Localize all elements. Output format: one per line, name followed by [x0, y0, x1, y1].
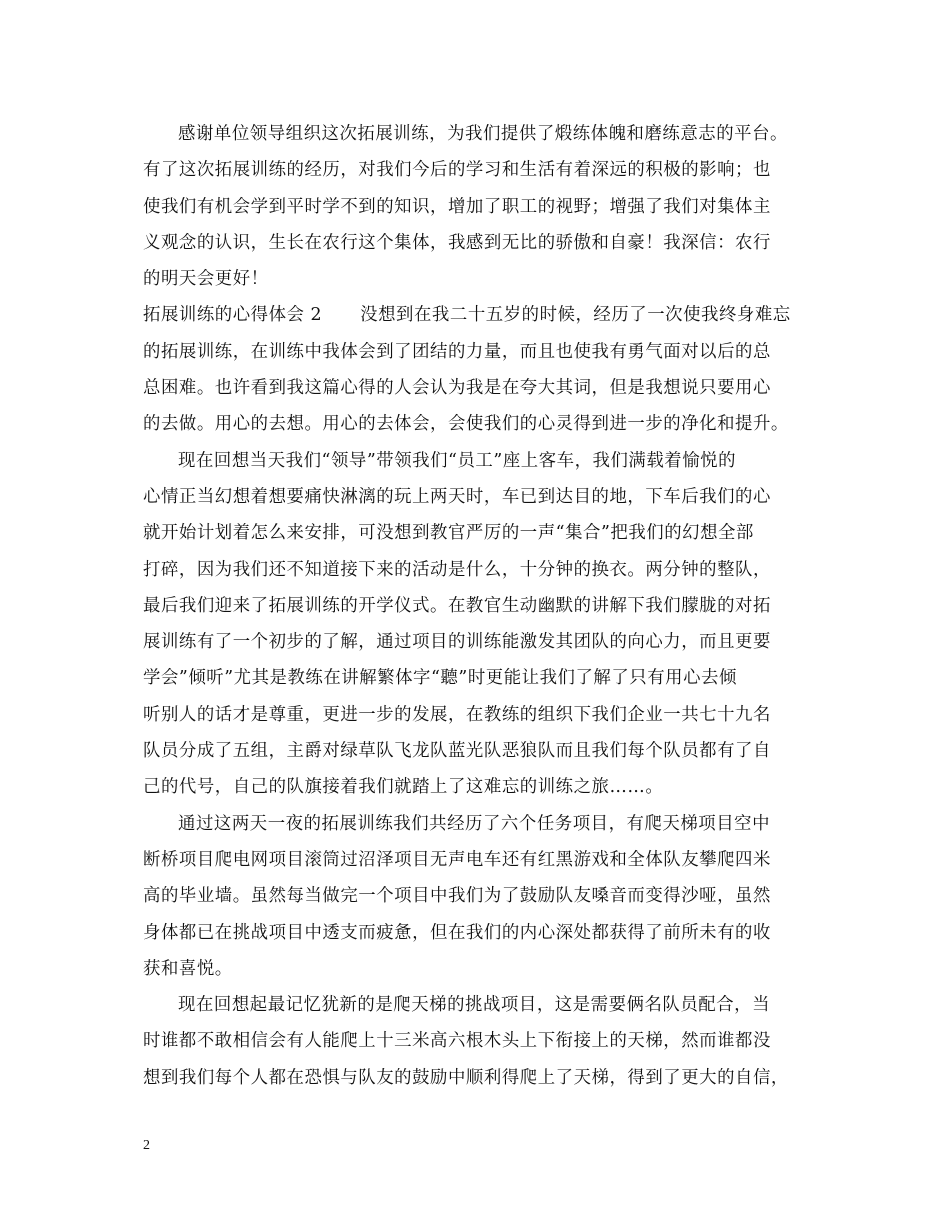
paragraph-line: 使我们有机会学到平时学不到的知识，增加了职工的视野；增强了我们对集体主 [143, 196, 771, 217]
section-heading: 拓展训练的心得体会 2 [143, 305, 323, 326]
paragraph-line: 听别人的话才是尊重，更进一步的发展，在教练的组织下我们企业一共七十九名 [143, 704, 771, 725]
paragraph-line: 的拓展训练，在训练中我体会到了团结的力量，而且也使我有勇气面对以后的总 [143, 341, 771, 362]
paragraph-line: 高的毕业墙。虽然每当做完一个项目中我们为了鼓励队友嗓音而变得沙哑，虽然 [143, 886, 771, 907]
paragraph-line: 展训练有了一个初步的了解，通过项目的训练能激发其团队的向心力，而且更要 [143, 632, 771, 653]
paragraph-line: 通过这两天一夜的拓展训练我们共经历了六个任务项目，有爬天梯项目空中 [178, 813, 771, 834]
paragraph-text: 没想到在我二十五岁的时候，经历了一次使我终身难忘 [360, 305, 791, 326]
paragraph-line: 最后我们迎来了拓展训练的开学仪式。在教官生动幽默的讲解下我们朦胧的对拓 [143, 595, 771, 616]
paragraph-line: 现在回想当天我们“领导”带领我们“员工”座上客车，我们满载着愉悦的 [178, 450, 737, 471]
paragraph-line: 总困难。也许看到我这篇心得的人会认为我是在夸大其词，但是我想说只要用心 [143, 378, 771, 399]
paragraph-line: 身体都已在挑战项目中透支而疲惫，但在我们的内心深处都获得了前所未有的收 [143, 922, 771, 943]
paragraph-line: 现在回想起最记忆犹新的是爬天梯的挑战项目，这是需要俩名队员配合，当 [178, 995, 771, 1016]
paragraph-line: 学会”倾听”尤其是教练在讲解繁体字“聽”时更能让我们了解了只有用心去倾 [143, 668, 737, 689]
section-heading-line [143, 297, 823, 333]
paragraph-line: 就开始计划着怎么来安排，可没想到教官严厉的一声“集合”把我们的幻想全部 [143, 523, 754, 544]
paragraph-line: 断桥项目爬电网项目滚筒过沼泽项目无声电车还有红黑游戏和全体队友攀爬四米 [143, 849, 771, 870]
paragraph-line: 想到我们每个人都在恐惧与队友的鼓励中顺利得爬上了天梯，得到了更大的自信， [143, 1067, 789, 1088]
paragraph-line: 己的代号，自己的队旗接着我们就踏上了这难忘的训练之旅……。 [143, 777, 664, 798]
paragraph-line: 获和喜悦。 [143, 958, 233, 979]
paragraph-line: 有了这次拓展训练的经历，对我们今后的学习和生活有着深远的积极的影响；也 [143, 160, 771, 181]
paragraph-line: 的明天会更好！ [143, 269, 269, 290]
paragraph-line: 队员分成了五组，主爵对绿草队飞龙队蓝光队恶狼队而且我们每个队员都有了自 [143, 741, 771, 762]
paragraph-line: 感谢单位领导组织这次拓展训练，为我们提供了煅练体魄和磨练意志的平台。 [178, 124, 788, 144]
body-text [143, 116, 823, 1096]
paragraph-line: 打碎，因为我们还不知道接下来的活动是什么，十分钟的换衣。两分钟的整队， [143, 559, 771, 580]
paragraph-line: 时谁都不敢相信会有人能爬上十三米高六根木头上下衔接上的天梯，然而谁都没 [143, 1031, 771, 1052]
paragraph-line: 心情正当幻想着想要痛快淋漓的玩上两天时，车已到达目的地，下车后我们的心 [143, 486, 771, 507]
page-number: 2 [143, 1138, 150, 1153]
paragraph-line: 义观念的认识，生长在农行这个集体，我感到无比的骄傲和自豪！我深信：农行 [143, 232, 771, 253]
paragraph-line: 的去做。用心的去想。用心的去体会，会使我们的心灵得到进一步的净化和提升。 [143, 414, 789, 435]
